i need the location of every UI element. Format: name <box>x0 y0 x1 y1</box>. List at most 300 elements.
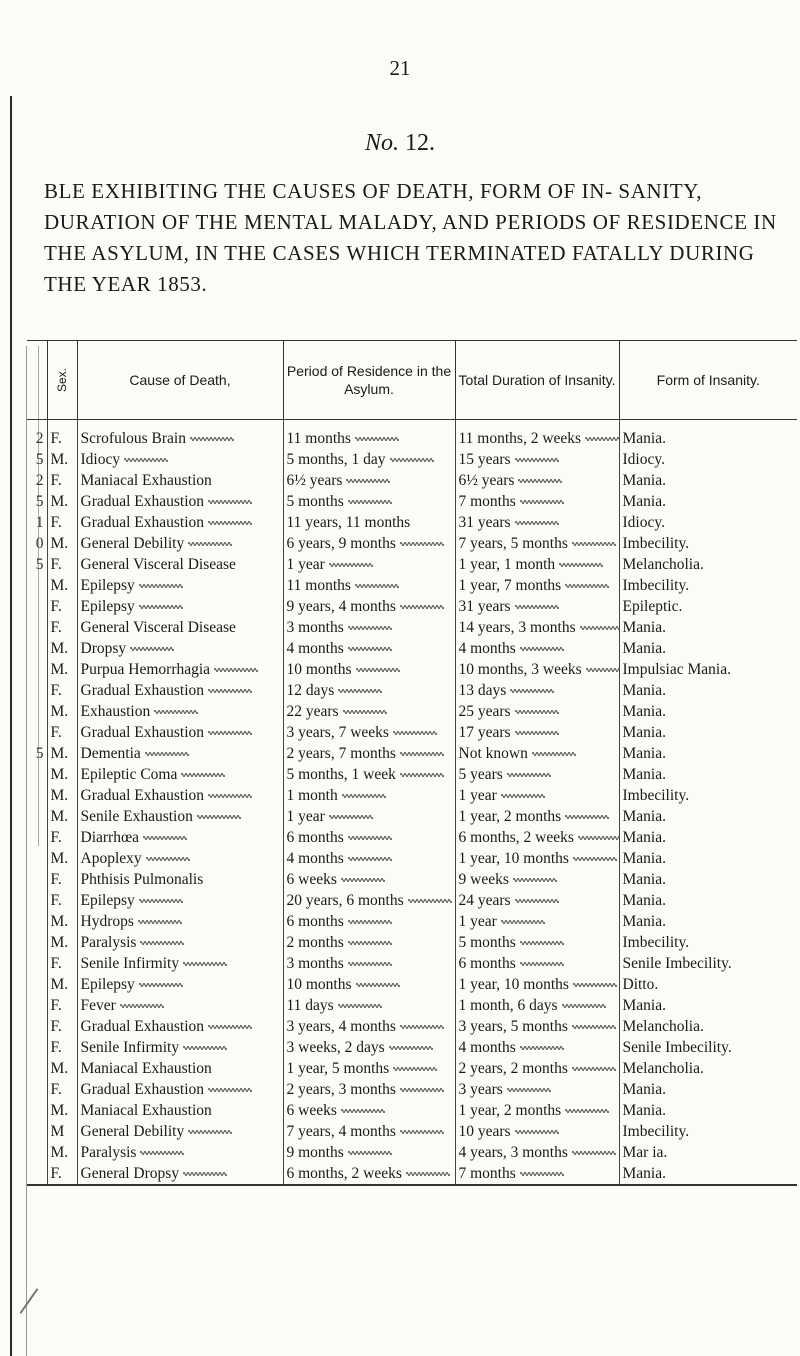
form-cell-text: Mania. <box>622 724 666 741</box>
leader-squiggle <box>559 562 603 568</box>
cause-cell-text: Senile Infirmity <box>80 955 180 972</box>
form-cell-text: Imbecility. <box>622 787 690 804</box>
cause-cell-text: Paralysis <box>80 1144 137 1161</box>
sex-cell-text: F. <box>50 514 62 531</box>
leader-squiggle <box>348 919 392 925</box>
cause-cell <box>77 701 283 722</box>
sex-cell-text: M. <box>50 535 69 552</box>
leader-squiggle <box>393 730 437 736</box>
sex-cell <box>47 974 77 995</box>
sex-cell <box>47 995 77 1016</box>
residence-cell-text: 1 year <box>286 556 325 573</box>
leader-squiggle <box>140 940 184 946</box>
residence-cell-text: 7 years, 4 months <box>286 1123 396 1140</box>
cause-cell <box>77 932 283 953</box>
sex-cell <box>47 1037 77 1058</box>
sex-cell <box>47 806 77 827</box>
cause-cell-text: Diarrhœa <box>80 829 140 846</box>
form-cell-text: Senile Imbecility. <box>622 1039 732 1056</box>
leader-squiggle <box>343 709 387 715</box>
residence-cell-text: 10 months <box>286 661 352 678</box>
sex-cell <box>47 1058 77 1079</box>
cause-cell <box>77 533 283 554</box>
sex-cell-text: M. <box>50 976 69 993</box>
cause-cell <box>77 995 283 1016</box>
row-number <box>27 491 47 512</box>
page-number: 21 <box>389 56 411 80</box>
table-row <box>27 785 797 806</box>
row-number <box>27 701 47 722</box>
cause-cell-text: Fever <box>80 997 116 1014</box>
leader-squiggle <box>124 457 168 463</box>
row-number <box>27 1121 47 1142</box>
residence-cell-text: 1 year <box>286 808 325 825</box>
row-number-text: 5 <box>35 493 44 510</box>
row-number <box>27 554 47 575</box>
form-cell-text: Imbecility. <box>622 535 690 552</box>
row-number-text: 1 <box>35 514 44 531</box>
duration-cell <box>455 932 619 953</box>
table-number-prefix: No. <box>364 130 399 156</box>
cause-cell <box>77 890 283 911</box>
form-cell-text: Senile Imbecility. <box>622 955 732 972</box>
leader-squiggle <box>145 751 189 757</box>
leader-squiggle <box>143 835 187 841</box>
form-cell <box>619 1016 797 1037</box>
form-cell <box>619 533 797 554</box>
leader-squiggle <box>513 877 557 883</box>
form-cell <box>619 743 797 764</box>
table-row <box>27 1037 797 1058</box>
form-cell <box>619 1163 797 1185</box>
leader-squiggle <box>355 436 399 442</box>
form-cell <box>619 1079 797 1100</box>
row-number-text: 0 <box>35 535 44 552</box>
form-cell <box>619 1121 797 1142</box>
residence-cell <box>283 575 455 596</box>
sex-cell-text: M. <box>50 787 69 804</box>
cause-cell <box>77 743 283 764</box>
leader-squiggle <box>348 856 392 862</box>
sex-cell <box>47 449 77 470</box>
form-cell <box>619 680 797 701</box>
table-row <box>27 533 797 554</box>
duration-cell-text: 14 years, 3 months <box>458 619 576 636</box>
duration-cell-text: 1 year, 10 months <box>458 850 569 867</box>
cause-cell <box>77 806 283 827</box>
row-number <box>27 806 47 827</box>
residence-cell-text: 9 years, 4 months <box>286 598 396 615</box>
sex-cell-text: M. <box>50 766 69 783</box>
cause-cell <box>77 911 283 932</box>
row-number <box>27 1058 47 1079</box>
cause-cell-text: General Visceral Disease <box>80 619 236 636</box>
form-cell <box>619 491 797 512</box>
leader-squiggle <box>154 709 198 715</box>
sex-cell <box>47 827 77 848</box>
leader-squiggle <box>578 835 619 841</box>
duration-cell <box>455 533 619 554</box>
cause-cell-text: Epilepsy <box>80 892 135 909</box>
residence-cell-text: 6 months <box>286 829 344 846</box>
form-cell-text: Mania. <box>622 808 666 825</box>
leader-squiggle <box>140 1150 184 1156</box>
leader-squiggle <box>348 625 392 631</box>
duration-cell <box>455 449 619 470</box>
row-number <box>27 638 47 659</box>
sex-cell-text: M. <box>50 745 69 762</box>
duration-cell <box>455 911 619 932</box>
table-row <box>27 1163 797 1185</box>
duration-cell-text: 15 years <box>458 451 511 468</box>
table-row <box>27 806 797 827</box>
duration-cell <box>455 974 619 995</box>
form-cell <box>619 1142 797 1163</box>
residence-cell-text: 11 days <box>286 997 334 1014</box>
form-cell <box>619 420 797 450</box>
leader-squiggle <box>183 1045 227 1051</box>
table-row <box>27 701 797 722</box>
residence-cell <box>283 554 455 575</box>
form-cell-text: Mania. <box>622 1102 666 1119</box>
leader-squiggle <box>565 814 609 820</box>
form-cell <box>619 1100 797 1121</box>
row-number <box>27 722 47 743</box>
form-cell-text: Mar ia. <box>622 1144 668 1161</box>
residence-cell <box>283 638 455 659</box>
table-row <box>27 575 797 596</box>
cause-cell <box>77 617 283 638</box>
leader-squiggle <box>573 856 617 862</box>
table-number <box>0 130 800 157</box>
duration-cell <box>455 890 619 911</box>
residence-cell <box>283 1079 455 1100</box>
residence-cell-text: 4 months <box>286 640 344 657</box>
leader-squiggle <box>572 1024 616 1030</box>
leader-squiggle <box>139 583 183 589</box>
form-cell <box>619 449 797 470</box>
form-cell-text: Imbecility. <box>622 577 690 594</box>
form-cell <box>619 575 797 596</box>
residence-cell <box>283 659 455 680</box>
duration-cell-text: 31 years <box>458 598 511 615</box>
table-row <box>27 1142 797 1163</box>
duration-cell-text: 7 months <box>458 1165 516 1182</box>
header-form: Form of Insanity. <box>619 341 797 420</box>
table-header-row <box>27 341 797 420</box>
duration-cell <box>455 701 619 722</box>
leader-squiggle <box>565 583 609 589</box>
row-number <box>27 974 47 995</box>
residence-cell <box>283 974 455 995</box>
sex-cell <box>47 1100 77 1121</box>
leader-squiggle <box>348 835 392 841</box>
leader-squiggle <box>341 877 385 883</box>
form-cell <box>619 617 797 638</box>
residence-cell-text: 3 years, 7 weeks <box>286 724 389 741</box>
form-cell-text: Mania. <box>622 829 666 846</box>
leader-squiggle <box>208 499 252 505</box>
form-cell <box>619 470 797 491</box>
form-cell <box>619 848 797 869</box>
cause-cell-text: Gradual Exhaustion <box>80 1081 205 1098</box>
cause-cell-text: Gradual Exhaustion <box>80 787 205 804</box>
form-cell <box>619 701 797 722</box>
duration-cell <box>455 953 619 974</box>
leader-squiggle <box>520 940 564 946</box>
residence-cell <box>283 596 455 617</box>
form-cell-text: Mania. <box>622 703 666 720</box>
cause-cell-text: General Dropsy <box>80 1165 180 1182</box>
form-cell-text: Mania. <box>622 850 666 867</box>
cause-cell <box>77 1079 283 1100</box>
duration-cell <box>455 575 619 596</box>
duration-cell-text: 24 years <box>458 892 511 909</box>
sex-cell-text: M. <box>50 1144 69 1161</box>
form-cell-text: Mania. <box>622 913 666 930</box>
sex-cell <box>47 512 77 533</box>
sex-cell-text: F. <box>50 556 62 573</box>
form-cell <box>619 722 797 743</box>
header-residence: Period of Residence in the Asylum. <box>283 341 455 420</box>
form-cell <box>619 806 797 827</box>
duration-cell-text: 4 years, 3 months <box>458 1144 568 1161</box>
row-number <box>27 743 47 764</box>
duration-cell-text: 7 months <box>458 493 516 510</box>
duration-cell <box>455 491 619 512</box>
duration-cell <box>455 1016 619 1037</box>
sex-cell <box>47 533 77 554</box>
leader-squiggle <box>510 688 554 694</box>
table-row <box>27 449 797 470</box>
form-cell-text: Mania. <box>622 745 666 762</box>
cause-cell-text: Maniacal Exhaustion <box>80 1060 212 1077</box>
leader-squiggle <box>400 1024 444 1030</box>
sex-cell <box>47 848 77 869</box>
leader-squiggle <box>389 1045 433 1051</box>
sex-cell-text: F. <box>50 619 62 636</box>
residence-cell-text: 12 days <box>286 682 335 699</box>
table-row <box>27 554 797 575</box>
cause-cell-text: Gradual Exhaustion <box>80 493 205 510</box>
leader-squiggle <box>348 1150 392 1156</box>
sex-cell-text: F. <box>50 682 62 699</box>
form-cell-text: Mania. <box>622 493 666 510</box>
cause-cell-text: Gradual Exhaustion <box>80 724 205 741</box>
residence-cell-text: 3 weeks, 2 days <box>286 1039 385 1056</box>
duration-cell <box>455 1100 619 1121</box>
cause-cell-text: Senile Exhaustion <box>80 808 193 825</box>
residence-cell <box>283 1037 455 1058</box>
sex-cell <box>47 869 77 890</box>
form-cell-text: Mania. <box>622 997 666 1014</box>
leader-squiggle <box>515 898 559 904</box>
leader-squiggle <box>146 856 190 862</box>
cause-cell-text: Gradual Exhaustion <box>80 1018 205 1035</box>
duration-cell-text: 1 year <box>458 787 497 804</box>
duration-cell <box>455 617 619 638</box>
cause-cell <box>77 1058 283 1079</box>
cause-cell <box>77 764 283 785</box>
cause-cell <box>77 554 283 575</box>
residence-cell <box>283 491 455 512</box>
leader-squiggle <box>532 751 576 757</box>
duration-cell <box>455 743 619 764</box>
table-row <box>27 848 797 869</box>
row-number <box>27 764 47 785</box>
leader-squiggle <box>183 1171 227 1177</box>
leader-squiggle <box>573 982 617 988</box>
sex-cell <box>47 420 77 450</box>
leader-squiggle <box>400 604 444 610</box>
cause-cell-text: Epilepsy <box>80 976 135 993</box>
form-cell <box>619 659 797 680</box>
residence-cell-text: 9 months <box>286 1144 344 1161</box>
table-row <box>27 743 797 764</box>
residence-cell-text: 11 months <box>286 430 351 447</box>
form-cell-text: Idiocy. <box>622 514 665 531</box>
cause-cell <box>77 512 283 533</box>
residence-cell <box>283 953 455 974</box>
residence-cell <box>283 764 455 785</box>
leader-squiggle <box>356 982 400 988</box>
form-cell-text: Impulsiac Mania. <box>622 661 731 678</box>
cause-cell-text: Maniacal Exhaustion <box>80 1102 212 1119</box>
sex-cell-text: M. <box>50 703 69 720</box>
sex-cell <box>47 491 77 512</box>
header-sex <box>47 341 77 420</box>
row-number <box>27 827 47 848</box>
row-number-text: 2 <box>35 472 44 489</box>
form-cell-text: Mania. <box>622 1081 666 1098</box>
sex-cell-text: F. <box>50 1165 62 1182</box>
residence-cell <box>283 701 455 722</box>
form-cell-text: Mania. <box>622 1165 666 1182</box>
duration-cell <box>455 596 619 617</box>
form-cell-text: Epileptic. <box>622 598 683 615</box>
sex-cell-text: F. <box>50 892 62 909</box>
form-cell <box>619 764 797 785</box>
sex-cell <box>47 1163 77 1185</box>
cause-cell-text: Gradual Exhaustion <box>80 514 205 531</box>
duration-cell <box>455 1058 619 1079</box>
row-number-text: 5 <box>35 745 44 762</box>
table-row <box>27 764 797 785</box>
duration-cell <box>455 1037 619 1058</box>
form-cell-text: Mania. <box>622 640 666 657</box>
form-cell-text: Mania. <box>622 430 666 447</box>
row-number <box>27 785 47 806</box>
sex-cell <box>47 743 77 764</box>
duration-cell <box>455 420 619 450</box>
residence-cell <box>283 827 455 848</box>
sex-cell-text: F. <box>50 1039 62 1056</box>
duration-cell <box>455 554 619 575</box>
residence-cell-text: 5 months, 1 day <box>286 451 386 468</box>
duration-cell-text: 10 months, 3 weeks <box>458 661 582 678</box>
header-cause: Cause of Death, <box>77 341 283 420</box>
table-row <box>27 953 797 974</box>
sex-cell-text: M. <box>50 577 69 594</box>
cause-cell <box>77 722 283 743</box>
duration-cell <box>455 1163 619 1185</box>
row-number <box>27 848 47 869</box>
leader-squiggle <box>348 961 392 967</box>
cause-cell <box>77 1163 283 1185</box>
duration-cell-text: 1 month, 6 days <box>458 997 558 1014</box>
sex-cell-text: F. <box>50 997 62 1014</box>
duration-cell-text: 5 years <box>458 766 503 783</box>
leader-squiggle <box>393 1066 437 1072</box>
residence-cell <box>283 995 455 1016</box>
leader-squiggle <box>208 730 252 736</box>
cause-cell <box>77 420 283 450</box>
leader-squiggle <box>520 1045 564 1051</box>
sex-cell-text: M <box>50 1123 65 1140</box>
sex-cell-text: F. <box>50 1018 62 1035</box>
residence-cell <box>283 743 455 764</box>
duration-cell-text: 10 years <box>458 1123 511 1140</box>
cause-cell <box>77 869 283 890</box>
residence-cell-text: 1 year, 5 months <box>286 1060 390 1077</box>
residence-cell <box>283 617 455 638</box>
cause-cell <box>77 575 283 596</box>
leader-squiggle <box>120 1003 164 1009</box>
cause-cell <box>77 659 283 680</box>
sex-cell-text: M. <box>50 493 69 510</box>
duration-cell-text: 5 months <box>458 934 516 951</box>
row-number-text: 5 <box>35 451 44 468</box>
form-cell-text: Imbecility. <box>622 1123 690 1140</box>
residence-cell <box>283 1163 455 1185</box>
cause-cell-text: Epileptic Coma <box>80 766 178 783</box>
form-cell-text: Mania. <box>622 619 666 636</box>
leader-squiggle <box>408 898 452 904</box>
duration-cell <box>455 680 619 701</box>
leader-squiggle <box>580 625 619 631</box>
form-cell <box>619 890 797 911</box>
row-number <box>27 1163 47 1185</box>
residence-cell <box>283 1100 455 1121</box>
row-number <box>27 995 47 1016</box>
duration-cell-text: 6 months, 2 weeks <box>458 829 574 846</box>
cause-cell <box>77 785 283 806</box>
cause-cell-text: Epilepsy <box>80 577 135 594</box>
leader-squiggle <box>518 478 562 484</box>
table-row <box>27 890 797 911</box>
residence-cell <box>283 806 455 827</box>
residence-cell <box>283 785 455 806</box>
sex-cell-text: M. <box>50 850 69 867</box>
sex-cell <box>47 722 77 743</box>
leader-squiggle <box>138 919 182 925</box>
duration-cell <box>455 785 619 806</box>
residence-cell-text: 10 months <box>286 976 352 993</box>
leader-squiggle <box>208 520 252 526</box>
duration-cell-text: 1 year, 2 months <box>458 808 562 825</box>
duration-cell-text: 3 years, 5 months <box>458 1018 568 1035</box>
leader-squiggle <box>520 646 564 652</box>
residence-cell-text: 3 years, 4 months <box>286 1018 396 1035</box>
residence-cell <box>283 848 455 869</box>
residence-cell <box>283 932 455 953</box>
table-row <box>27 617 797 638</box>
leader-squiggle <box>501 919 545 925</box>
duration-cell-text: 1 year, 7 months <box>458 577 562 594</box>
cause-cell <box>77 974 283 995</box>
sex-cell-text: M. <box>50 640 69 657</box>
sex-cell-text: M. <box>50 1102 69 1119</box>
